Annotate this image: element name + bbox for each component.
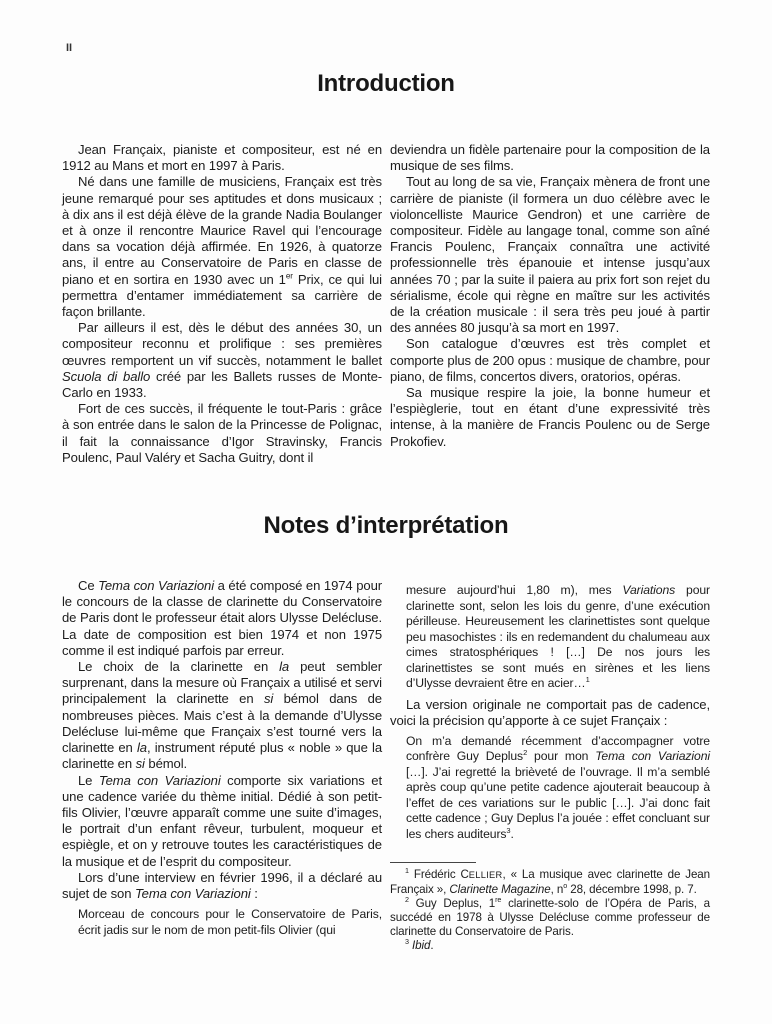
superscript: 2 (405, 895, 409, 905)
footnote: $^1$ Frédéric CELLIER, « La musique avec clarinette de Jean Françaix », Clarinette Magazine, $n^o$ 28, décembre 1998, p. 7. (390, 866, 710, 896)
paragraph: Jean Françaix, pianiste et compositeur, est né en 1912 au Mans et mort en 1997 à Paris. (62, 142, 382, 174)
blockquote: On m’a demandé récemment d’accompagner votre confrère Guy Deplus$^2$ pour mon Tema con Variazioni […]. J’ai regretté la brièveté de l’ouvrage. Il m’a semblé après coup qu’une petite cadence ajouterait beaucoup à l’effet de ces variations sur le public […]. J’ai donc fait cette cadence ; Guy Deplus l’a jouée : effet concluant sur les chers auditeurs$^3$. (406, 733, 711, 841)
notes-columns (0, 578, 772, 954)
intro-column-right (390, 142, 710, 466)
emphasis-text: la (279, 659, 290, 675)
blockquote: Morceau de concours pour le Conservatoire de Paris, écrit jadis sur le nom de mon petit-fils Olivier (qui (78, 907, 382, 937)
paragraph: deviendra un fidèle partenaire pour la composition de la musique de ses films. (390, 142, 710, 174)
paragraph: Né dans une famille de musiciens, Françaix est très jeune remarqué pour ses aptitudes et dons musicaux ; à dix ans il est déjà élève de la grande Nadia Boulanger et à onze il rencontre Maurice Ravel qui l’encourage dans sa vocation déjà affirmée. En 1926, à quatorze ans, il entre au Conservatoire de Paris en classe de piano et en sortira en 1930 avec un 1er Prix, ce qui lui permettra d’entamer immédiatement sa carrière de façon brillante. (62, 174, 382, 320)
paragraph: Le Tema con Variazioni comporte six variations et une cadence variée du thème initial. Dédié à son petit-fils Olivier, l’œuvre apparaît comme une suite d’images, le portrait d’un enfant rêveur, turbulent, moqueur et espiègle, et on y retrouve toutes les caractéristiques de la musique et de l’esprit du compositeur. (62, 772, 383, 869)
paragraph: Tout au long de sa vie, Françaix mènera de front une carrière de pianiste (il formera un duo célèbre avec le violoncelliste Maurice Gendron) et une carrière de compositeur. Fidèle au langage tonal, comme son aîné Francis Poulenc, Françaix connaîtra une activité professionnelle très épanouie et intense jusqu’aux années 70 ; par la suite il paiera au prix fort son rejet du sérialisme, école qui règne en maître sur les activités de la création musicale : il sera très peu joué à partir des années 80 jusqu’à sa mort en 1997. (390, 174, 710, 336)
blockquote: mesure aujourd’hui 1,80 m), mes Variations pour clarinette sont, selon les lois du genre, d’une exécution périlleuse. Heureusement les clarinettistes sont quelque peu masochistes : ils en redemandent du chalumeau aux cimes stratosphériques ! […] De nos jours les clarinettistes se sont mués en sirènes et les liens d’Ulysse devraient être en acier…$^1$ (406, 583, 711, 691)
footnote: $^3$ Ibid. (405, 937, 434, 953)
paragraph: Lors d’une interview en février 1996, il a déclaré au sujet de son Tema con Variazioni : (62, 869, 382, 901)
footnotes (390, 868, 710, 953)
superscript: o (563, 880, 568, 890)
superscript: 2 (523, 748, 528, 758)
notes-column-right (390, 578, 710, 954)
emphasis-text: Tema con Variazioni (134, 885, 251, 901)
superscript: 3 (506, 825, 511, 835)
footnote: $^2$ Guy Deplus, 1re clarinette-solo de l’Opéra de Paris, a succédé en 1978 à Ulysse Delécluse comme professeur de clarinette du Conservatoire de Paris. (390, 895, 710, 939)
paragraph: Ce Tema con Variazioni a été composé en 1974 pour le concours de la classe de clarinette du Conservatoire de Paris dont le professeur était alors Ulysse Delécluse. La date de composition est bien 1974 et non 1975 comme il est indiqué parfois par erreur. (62, 578, 383, 658)
emphasis-text: Ibid (412, 939, 431, 953)
emphasis-text: Variations (622, 583, 676, 598)
intro-columns (0, 142, 772, 466)
paragraph: Le choix de la clarinette en la peut sembler surprenant, dans la mesure où Françaix a utilisé et servi principalement la clarinette en si bémol dans de nombreuses pièces. Mais c’est à la demande d’Ulysse Delécluse lui-même que Françaix s’est tourné vers la clarinette en la, instrument réputé plus « noble » que la clarinette en si bémol. (62, 659, 383, 772)
small-caps-text: ELLIER (468, 870, 503, 881)
paragraph: Sa musique respire la joie, la bonne humeur et l’espièglerie, tout en étant d’une expressivité très intense, à la manière de Francis Poulenc ou de Serge Prokofiev. (390, 385, 710, 449)
footnote-rule (390, 862, 476, 863)
emphasis-text: si (135, 756, 145, 772)
superscript: 1 (405, 866, 409, 876)
notes-column-left (62, 578, 382, 954)
emphasis-text: Scuola di ballo (62, 368, 151, 384)
paragraph: La version originale ne comportait pas de cadence, voici la précision qu’apporte à ce sujet Françaix : (390, 696, 710, 728)
emphasis-text: Tema con Variazioni (595, 749, 711, 764)
paragraph: Par ailleurs il est, dès le début des années 30, un compositeur reconnu et prolifique : ses premières œuvres remportent un vif succès, notamment le ballet Scuola di ballo créé par les Ballets russes de Monte-Carlo en 1933. (62, 320, 383, 401)
emphasis-text: Tema con Variazioni (98, 578, 215, 594)
notes-right-text (390, 583, 710, 842)
superscript: re (495, 895, 502, 905)
intro-column-left (62, 142, 382, 466)
paragraph: Son catalogue d’œuvres est très complet et comporte plus de 200 opus : musique de chambre, pour piano, de films, concertos divers, oratorios, opéras. (390, 336, 710, 384)
emphasis-text: Tema con Variazioni (98, 772, 221, 788)
superscript: er (285, 271, 293, 281)
intro-heading: Introduction (317, 70, 455, 97)
emphasis-text: la (136, 740, 147, 756)
paragraph: Fort de ces succès, il fréquente le tout-Paris : grâce à son entrée dans le salon de la Princesse de Polignac, il fait la connaissance d’Igor Stravinsky, Francis Poulenc, Paul Valéry et Sacha Guitry, dont il (62, 401, 382, 465)
page-number: II (66, 42, 73, 54)
emphasis-text: si (263, 691, 274, 707)
emphasis-text: Clarinette Magazine (449, 882, 551, 896)
notes-heading: Notes d’interprétation (263, 512, 509, 540)
superscript: 1 (585, 675, 590, 684)
superscript: 3 (405, 937, 409, 947)
